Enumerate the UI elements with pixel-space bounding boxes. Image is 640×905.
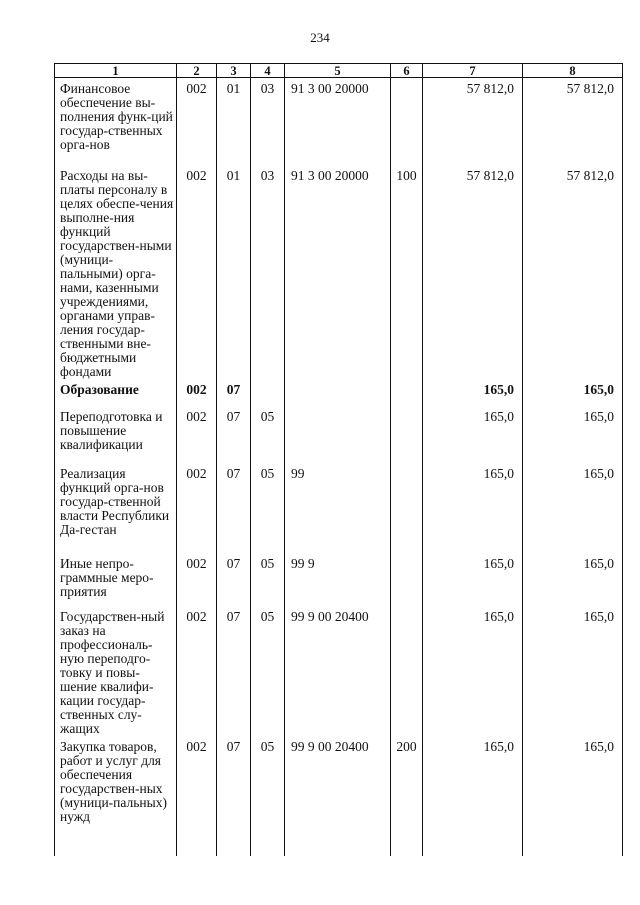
column-header: 2 — [177, 64, 217, 78]
row-name-cell: Иные непро-граммные меро-приятия — [55, 553, 177, 606]
pr-cell: 03 — [251, 78, 285, 165]
table-row — [55, 553, 623, 606]
sum-cell: 57 812,0 — [423, 78, 523, 165]
sum-cell: 165,0 — [523, 606, 623, 736]
column-header: 5 — [285, 64, 391, 78]
ved-cell: 002 — [177, 379, 217, 406]
table-row — [55, 406, 623, 463]
table-row — [55, 379, 623, 406]
sum-cell: 165,0 — [423, 406, 523, 463]
page-number: 234 — [310, 30, 330, 45]
column-header: 3 — [217, 64, 251, 78]
header-row — [55, 64, 623, 78]
sum-cell: 165,0 — [523, 406, 623, 463]
table-row — [55, 78, 623, 165]
csr-cell: 99 9 00 20400 — [285, 736, 391, 856]
pr-cell: 03 — [251, 165, 285, 379]
vr-cell — [391, 379, 423, 406]
vr-cell — [391, 406, 423, 463]
pr-cell: 05 — [251, 406, 285, 463]
vr-cell: 200 — [391, 736, 423, 856]
rz-cell: 01 — [217, 165, 251, 379]
table-row — [55, 463, 623, 553]
table-row — [55, 736, 623, 856]
csr-cell: 99 — [285, 463, 391, 553]
sum-cell: 165,0 — [523, 463, 623, 553]
pr-cell: 05 — [251, 463, 285, 553]
column-header: 7 — [423, 64, 523, 78]
column-header: 6 — [391, 64, 423, 78]
sum-cell: 165,0 — [423, 606, 523, 736]
vr-cell — [391, 463, 423, 553]
ved-cell: 002 — [177, 78, 217, 165]
vr-cell — [391, 78, 423, 165]
table-row — [55, 165, 623, 379]
rz-cell: 07 — [217, 736, 251, 856]
csr-cell: 91 3 00 20000 — [285, 78, 391, 165]
ved-cell: 002 — [177, 736, 217, 856]
row-name-cell: Закупка товаров, работ и услуг для обеспечения государствен-ных (муници-пальных) нужд — [55, 736, 177, 856]
vr-cell — [391, 606, 423, 736]
pr-cell: 05 — [251, 553, 285, 606]
ved-cell: 002 — [177, 406, 217, 463]
sum-cell: 165,0 — [523, 553, 623, 606]
rz-cell: 07 — [217, 553, 251, 606]
budget-table — [54, 63, 623, 856]
column-header: 4 — [251, 64, 285, 78]
csr-cell: 99 9 — [285, 553, 391, 606]
vr-cell: 100 — [391, 165, 423, 379]
pr-cell: 05 — [251, 606, 285, 736]
column-header: 1 — [55, 64, 177, 78]
row-name-cell: Реализация функций орга-нов государ-ственной власти Республики Да-гестан — [55, 463, 177, 553]
row-name-cell: Финансовое обеспечение вы-полнения функ-ций государ-ственных орга-нов — [55, 78, 177, 165]
csr-cell: 99 9 00 20400 — [285, 606, 391, 736]
rz-cell: 07 — [217, 406, 251, 463]
ved-cell: 002 — [177, 606, 217, 736]
column-header: 8 — [523, 64, 623, 78]
ved-cell: 002 — [177, 165, 217, 379]
rz-cell: 07 — [217, 463, 251, 553]
csr-cell: 91 3 00 20000 — [285, 165, 391, 379]
row-name-cell: Расходы на вы-платы персоналу в целях обеспе-чения выполне-ния функций государствен-ными (муници-пальными) орга-нами, казенными учреждениями, органами управ-ления государ-ственными вне-бюджетными фондами — [55, 165, 177, 379]
rz-cell: 07 — [217, 606, 251, 736]
sum-cell: 165,0 — [523, 736, 623, 856]
csr-cell — [285, 406, 391, 463]
sum-cell: 57 812,0 — [523, 78, 623, 165]
sum-cell: 165,0 — [423, 463, 523, 553]
sum-cell: 165,0 — [423, 736, 523, 856]
pr-cell: 05 — [251, 736, 285, 856]
rz-cell: 07 — [217, 379, 251, 406]
sum-cell: 165,0 — [423, 553, 523, 606]
row-name-cell: Образование — [55, 379, 177, 406]
table-row — [55, 606, 623, 736]
ved-cell: 002 — [177, 463, 217, 553]
rz-cell: 01 — [217, 78, 251, 165]
sum-cell: 57 812,0 — [423, 165, 523, 379]
pr-cell — [251, 379, 285, 406]
vr-cell — [391, 553, 423, 606]
row-name-cell: Переподготовка и повышение квалификации — [55, 406, 177, 463]
csr-cell — [285, 379, 391, 406]
sum-cell: 165,0 — [423, 379, 523, 406]
row-name-cell: Государствен-ный заказ на профессиональ-ную переподго-товку и повы-шение квалифи-кации государ-ственных слу-жащих — [55, 606, 177, 736]
ved-cell: 002 — [177, 553, 217, 606]
sum-cell: 165,0 — [523, 379, 623, 406]
sum-cell: 57 812,0 — [523, 165, 623, 379]
